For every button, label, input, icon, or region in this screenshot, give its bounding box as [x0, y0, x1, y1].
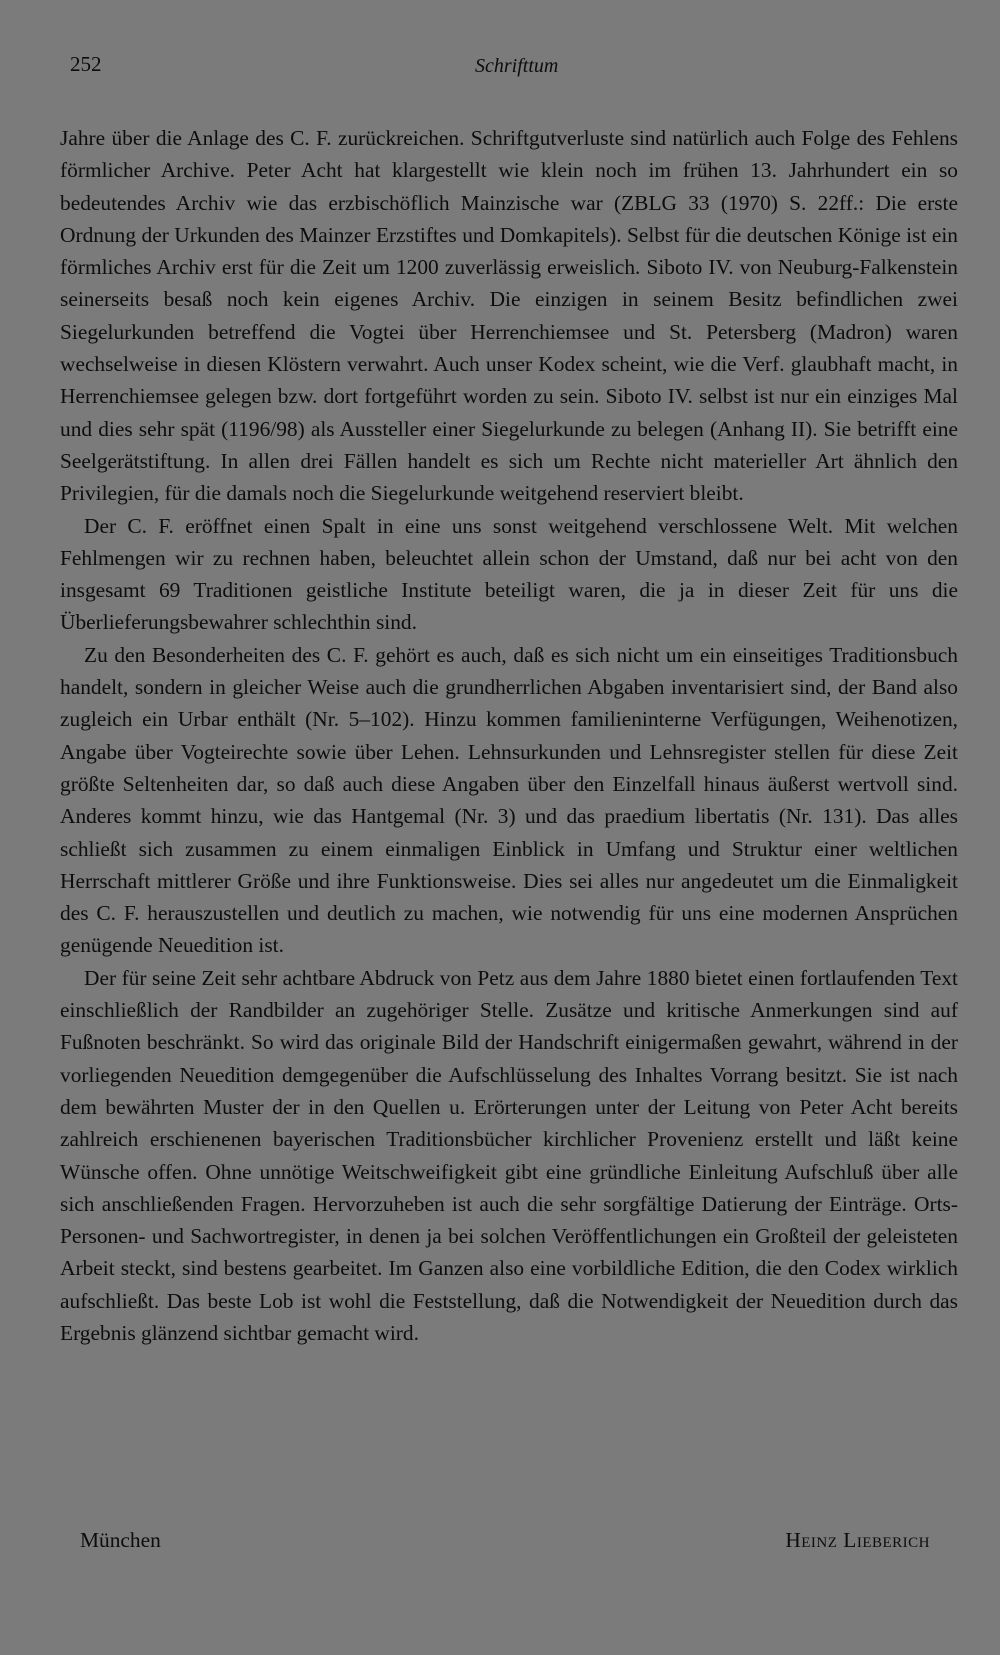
- paragraph: Der C. F. eröffnet einen Spalt in eine uns sonst weitgehend verschlossene Welt. Mit welchen Fehlmengen wir zu rechnen haben, beleuchtet allein schon der Umstand, daß nur bei acht von den insgesamt 69 Traditionen geistliche Institute beteiligt waren, die ja in dieser Zeit für uns die Überlieferungsbewahrer schlechthin sind.: [60, 513, 958, 635]
- paragraph: Der für seine Zeit sehr achtbare Abdruck von Petz aus dem Jahre 1880 bietet einen fortlaufenden Text einschließlich der Randbilder an zugehöriger Stelle. Zusätze und kritische Anmerkungen sind auf Fußnoten beschränkt. So wird das originale Bild der Handschrift einigermaßen gewahrt, während in der vorliegenden Neuedition demgegenüber die Aufschlüsselung des Inhaltes Vorrang besitzt. Sie ist nach dem bewährten Muster der in den Quellen u. Erörterungen unter der Leitung von Peter Acht bereits zahlreich erschienenen bayerischen Traditionsbücher kirchlicher Provenienz erstellt und läßt keine Wünsche offen. Ohne unnötige Weitschweifigkeit gibt eine gründliche Einleitung Aufschluß über alle sich anschließenden Fragen. Hervorzuheben ist auch die sehr sorgfältige Datierung der Einträge. Orts- Personen- und Sachwortregister, in denen ja bei solchen Veröffentlichungen ein Großteil der geleisteten Arbeit steckt, sind bestens gearbeitet. Im Ganzen also eine vorbildliche Edition, die den Codex wirklich aufschließt. Das beste Lob ist wohl die Feststellung, daß die Notwendigkeit der Neuedition durch das Ergebnis glänzend sichtbar gemacht wird.: [60, 965, 958, 1345]
- signature-line: [80, 1528, 930, 1553]
- signature-author: Heinz Lieberich: [785, 1528, 930, 1552]
- article-body: [60, 122, 958, 1349]
- running-title: Schrifttum: [475, 55, 559, 77]
- page-number: 252: [70, 52, 102, 76]
- paragraph: Jahre über die Anlage des C. F. zurückreichen. Schriftgutverluste sind natürlich auch Folge des Fehlens förmlicher Archive. Peter Acht hat klargestellt wie klein noch im frühen 13. Jahrhundert ein so bedeutendes Archiv wie das erzbischöflich Mainzische war (ZBLG 33 (1970) S. 22ff.: Die erste Ordnung der Urkunden des Mainzer Erzstiftes und Domkapitels). Selbst für die deutschen Könige ist ein förmliches Archiv erst für die Zeit um 1200 zuverlässig erweislich. Siboto IV. von Neuburg-Falkenstein seinerseits besaß noch kein eigenes Archiv. Die einzigen in seinem Besitz befindlichen zwei Siegelurkunden betreffend die Vogtei über Herrenchiemsee und St. Petersberg (Madron) waren wechselweise in diesen Klöstern verwahrt. Auch unser Kodex scheint, wie die Verf. glaubhaft macht, in Herrenchiemsee gelegen bzw. dort fortgeführt worden zu sein. Siboto IV. selbst ist nur ein einziges Mal und dies sehr spät (1196/98) als Aussteller einer Siegelurkunde zu belegen (Anhang II). Sie betrifft eine Seelgerätstiftung. In allen drei Fällen handelt es sich um Rechte nicht materieller Art ähnlich den Privilegien, für die damals noch die Siegelurkunde weitgehend reserviert bleibt.: [60, 126, 958, 506]
- paragraph: Zu den Besonderheiten des C. F. gehört es auch, daß es sich nicht um ein einseitiges Traditionsbuch handelt, sondern in gleicher Weise auch die grundherrlichen Abgaben inventarisiert sind, der Band also zugleich ein Urbar enthält (Nr. 5–102). Hinzu kommen familieninterne Verfügungen, Weihenotizen, Angabe über Vogteirechte sowie über Lehen. Lehnsurkunden und Lehnsregister stellen für diese Zeit größte Seltenheiten dar, so daß auch diese Angaben über den Einzelfall hinaus äußerst wertvoll sind. Anderes kommt hinzu, wie das Hantgemal (Nr. 3) und das praedium libertatis (Nr. 131). Das alles schließt sich zusammen zu einem einmaligen Einblick in Umfang und Struktur einer weltlichen Herrschaft mittlerer Größe und ihre Funktionsweise. Dies sei alles nur angedeutet um die Einmaligkeit des C. F. herauszustellen und deutlich zu machen, wie notwendig für uns eine modernen Ansprüchen genügende Neuedition ist.: [60, 642, 958, 958]
- signature-place: München: [80, 1528, 161, 1552]
